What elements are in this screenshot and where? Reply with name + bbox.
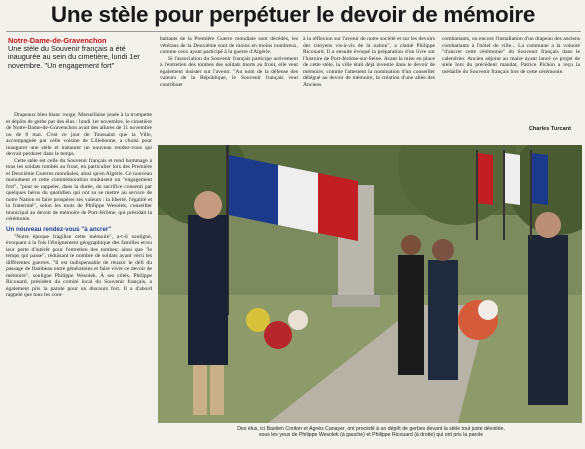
subheading: Un nouveau rendez-vous "à ancrer": [6, 225, 112, 233]
article-kicker: Notre-Dame-de-Gravenchon: [8, 36, 107, 45]
caption-line: Des élus, ici Bastien Coriton et Agnès Canayer, ont procédé à un dépôt de gerbes devant la stèle tout juste dévoilée,: [237, 426, 505, 432]
caption-line: sous les yeux de Philippe Wesolek (à gauche) et Philippe Ricouard (à droite) qui ont pris la parole: [258, 432, 484, 439]
paragraph: Cette stèle est celle du Souvenir français et rend hommage à tous les soldats tombés au front, en particulier lors des Première et Deuxième Guerres mondiales, ainsi qu'en Algérie. Ce nouveau monument et cette commémoration traduisent un "engagement fort", "pour se rappeler, dans la durée, du sacrifice consenti par quelques héros du quotidien qui ont su se mettre au service de notre Nation et faire prospérer ses valeurs : la liberté, l'égalité et la fraternité", selon les mots de Philippe Wesolek, conseiller municipal au devoir de mémoire de Port-Jérôme, qui présidait la cérémonie.: [6, 157, 152, 222]
paragraph: Si l'association du Souvenir français participe activement à l'entretien des tombes des soldats morts au front, elle veut également insister sur l'avenir. "Au nom de la défense des valeurs de la République, le Souvenir français veut contribuer: [160, 55, 298, 88]
ceremony-photo-illustration: [158, 145, 582, 423]
photo-caption: [160, 426, 582, 439]
paragraph: Drapeaux bleu blanc rouge, Marseillaise jouée à la trompette et dépôts de gerbe par des élus : lundi 1er novembre, le cimetière de Notre-Dame-de-Gravenchon avait des allures de 11 novembre ou de 8 mai. C'est ce jour de Toussaint que la Ville, accompagnée par celle voisine de Lillebonne, a choisi pour inaugurer une stèle et instaurer un nouveau rendez-vous qui devrait perdurer dans le temps.: [6, 112, 152, 157]
ceremony-photo: [158, 145, 582, 423]
headline-rule: [6, 31, 581, 32]
article-standfirst: Une stèle du Souvenir français a été inaugurée au sein du cimetière, lundi 1er novembre. "Un engagement fort": [8, 44, 140, 70]
article-column-2: [160, 36, 298, 140]
article-column-1: [6, 112, 152, 446]
paragraph: combattants, ou encore l'installation d'un drapeau des anciens combattants à l'hôtel de ville... La commune a la volonté "d'ancrer cette cérémonie" du Souvenir français dans le calendrier. Ancien adjoint au maire ayant lancé ce projet de stèle lors du précédent mandat, Patrice Pichon a reçu la médaille du Souvenir français lors de cette cérémonie.: [442, 36, 580, 75]
article-headline: Une stèle pour perpétuer le devoir de mémoire: [50, 2, 536, 27]
paragraph: à la réflexion sur l'avenir de notre société et sur les devoirs des citoyens vis-à-vis de la nation", a clamé Philippe Ricouard. Il a ensuite évoqué la préparation d'un livre sur l'histoire de Port-Jérôme-sur-Seine. Avant la mise en place de cette stèle, la ville était déjà investie dans le devoir de mémoire, comme l'attestent la nomination d'un conseiller délégué au devoir de mémoire, la création d'une allée des Anciens: [303, 36, 435, 88]
author-signature: Charles Turcant: [528, 126, 571, 132]
article-column-4: [442, 36, 580, 124]
article-column-3: [303, 36, 435, 140]
paragraph: battants de la Première Guerre mondiale sont décédés, les vétérans de la Deuxième sont de moins en moins nombreux, comme ceux ayant participé à la guerre d'Algérie.: [160, 36, 298, 55]
paragraph: "Notre époque fragilise cette mémoire", a-t-il souligné, évoquant à la fois l'éloignement géographique des familles et/ou leur perte d'intérêt pour l'entretien des tombes; ainsi que "le temps qui passe", réduisant le nombre de soldats ayant vécu les différentes guerres. "Il est indispensable de réussir le défi du passage de flambeau entre générations et faire vivre ce devoir de mémoire", souligne Philippe Wesolek. À ses côtés, Philippe Ricouard, président du comité local du Souvenir français, a également pris la parole pour un discours fort. Il a d'abord rappelé que tous les com-: [6, 233, 152, 298]
